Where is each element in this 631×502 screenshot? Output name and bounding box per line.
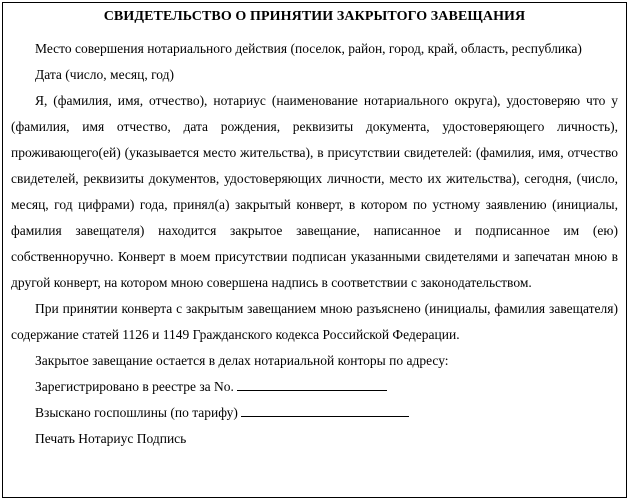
body-paragraph: Я, (фамилия, имя, отчество), нотариус (наименование нотариального округа), удостоверяю что у (фамилия, имя отчество, дата рождения, реквизиты документа, удостоверяющего личность), проживающего(ей) (указывается место жительства), в присутствии свидетелей: (фамилия, имя, отчество свидетелей, реквизиты документов, удостоверяющих личности, место их жительства), сегодня, (число, месяц, год цифрами) года, принял(а) закрытый конверт, в котором по устному заявлению (инициалы, фамилия завещателя) находится закрытое завещание, написанное и подписанное им (ею) собственноручно. Конверт в моем присутствии подписан указанными свидетелями и запечатан мною в другой конверт, на котором мною совершена надпись в соответствии с законодательством. <box>11 93 618 290</box>
fee-amount-blank <box>241 404 409 417</box>
registry-label: Зарегистрировано в реестре за No. <box>35 379 234 394</box>
document-title: СВИДЕТЕЛЬСТВО О ПРИНЯТИИ ЗАКРЫТОГО ЗАВЕЩАНИЯ <box>103 9 526 24</box>
storage-paragraph: Закрытое завещание остается в делах нотариальной конторы по адресу: <box>35 353 449 368</box>
fee-label: Взыскано госпошлины (по тарифу) <box>35 405 238 420</box>
explanation-paragraph: При принятии конверта с закрытым завещанием мною разъяснено (инициалы, фамилия завещателя) содержание статей 1126 и 1149 Гражданского кодекса Российской Федерации. <box>11 301 618 342</box>
signature-paragraph: Печать Нотариус Подпись <box>35 431 187 446</box>
certificate-document <box>2 2 627 498</box>
date-paragraph: Дата (число, месяц, год) <box>35 67 174 82</box>
registry-number-blank <box>237 378 387 391</box>
fee-paragraph <box>11 400 618 426</box>
place-paragraph: Место совершения нотариального действия (поселок, район, город, край, область, республика) <box>35 41 582 56</box>
registry-paragraph <box>11 374 618 400</box>
